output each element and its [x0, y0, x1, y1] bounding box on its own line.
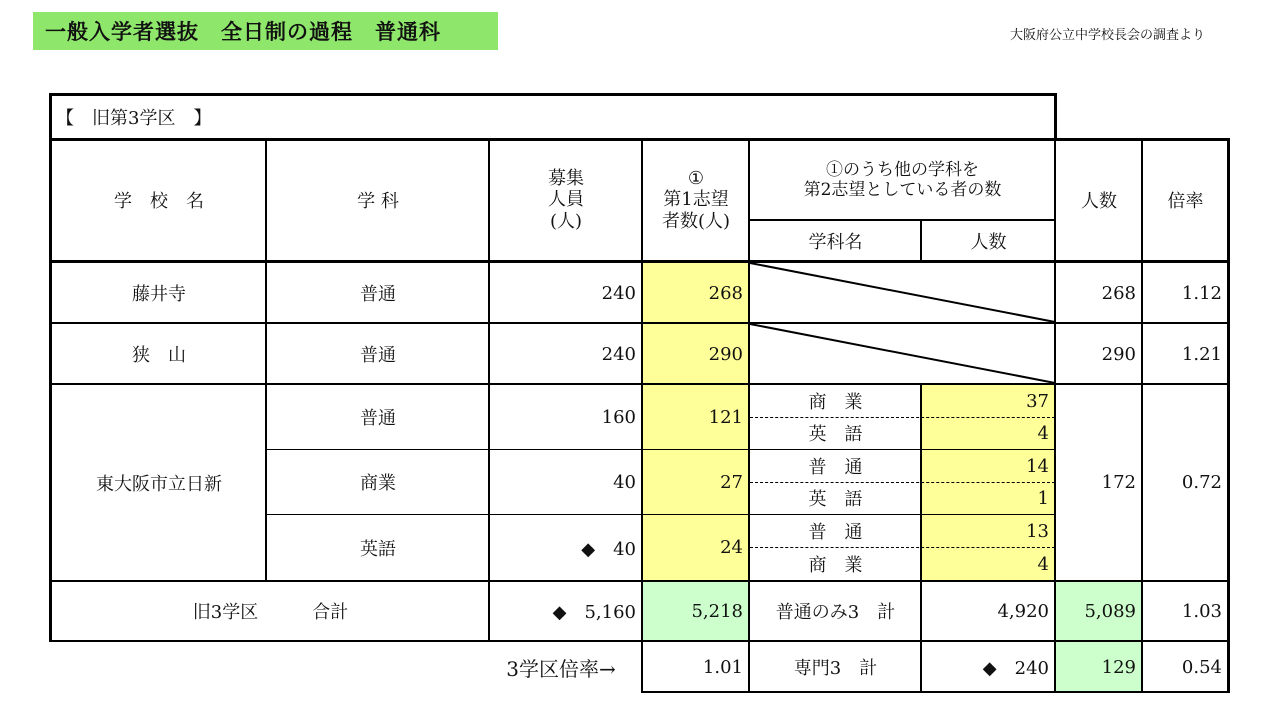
nisshin-futsu-capacity: 160: [601, 406, 636, 428]
nisshin-shogyo-sub1-count: 14: [1026, 455, 1049, 477]
header-first-choice-line1: ①: [687, 167, 705, 189]
nisshin-shogyo-sub2-count: 1: [1037, 487, 1049, 509]
nisshin-eigo-sub1-count: 13: [1026, 520, 1049, 542]
nisshin-futsu-sub1-count: 37: [1026, 390, 1049, 412]
nisshin-futsu-sub2-count: 4: [1037, 422, 1049, 444]
totals-ratio: 1.03: [1181, 600, 1222, 622]
row-sayama-course: 普通: [360, 345, 396, 366]
header-sub-course: 学科名: [808, 231, 863, 253]
row-sayama-ratio: 1.21: [1181, 343, 1222, 365]
row-fujiidera-school: 藤井寺: [132, 284, 186, 305]
nisshin-futsu-sub1-name: 商 業: [808, 392, 863, 413]
header-capacity: [490, 140, 642, 260]
row-nisshin-count: 172: [1101, 472, 1136, 493]
nisshin-futsu-sub2-name: 英 語: [808, 424, 863, 445]
header-first-choice-line3: 者数(人): [661, 210, 731, 232]
totals-first: 5,218: [691, 600, 743, 622]
nisshin-eigo-capacity: ◆ 40: [581, 538, 636, 560]
row-nisshin-school: 東大阪市立日新: [96, 473, 222, 495]
row-fujiidera-first: 268: [708, 282, 743, 304]
totals-futsu-label: 普通のみ3 計: [775, 602, 896, 623]
nisshin-course-shogyo: 商業: [360, 473, 396, 494]
header-capacity-line1: 募集: [548, 167, 584, 189]
senmon-value: ◆ 240: [982, 658, 1049, 679]
row-sayama-count: 290: [1101, 343, 1136, 365]
totals-label: 旧3学区 合計: [192, 602, 349, 623]
nisshin-eigo-sub1-name: 普 通: [808, 522, 863, 543]
header-count: 人数: [1081, 191, 1117, 212]
nisshin-course-eigo: 英語: [360, 538, 396, 560]
header-capacity-line3: (人): [549, 210, 583, 232]
page-title: 一般入学者選抜 全日制の過程 普通科: [33, 12, 498, 50]
header-ratio: 倍率: [1167, 191, 1204, 212]
header-second-choice: [750, 140, 1055, 220]
nisshin-shogyo-sub1-name: 普 通: [808, 457, 863, 478]
senmon-label: 専門3 計: [793, 658, 878, 679]
header-second-choice-line2: 第2志望としている者の数: [803, 180, 1002, 200]
row-sayama-school: 狭 山: [132, 345, 186, 366]
district-label: 【 旧第3学区 】: [56, 108, 212, 129]
nisshin-shogyo-sub2-name: 英 語: [808, 489, 863, 510]
totals-futsu-value: 4,920: [997, 600, 1049, 622]
totals-count: 5,089: [1084, 600, 1136, 622]
source-note: 大阪府公立中学校長会の調査より: [1010, 28, 1206, 43]
nisshin-futsu-first: 121: [708, 406, 743, 428]
row-sayama-first: 290: [708, 343, 743, 365]
row-sayama-capacity: 240: [601, 343, 636, 365]
row-fujiidera-count: 268: [1101, 282, 1136, 304]
nisshin-course-futsu: 普通: [360, 408, 396, 429]
senmon-ratio: 0.54: [1181, 656, 1222, 678]
nisshin-eigo-sub2-count: 4: [1037, 553, 1049, 575]
row-nisshin-ratio: 0.72: [1181, 472, 1222, 493]
nisshin-eigo-sub2-name: 商 業: [808, 555, 863, 576]
senmon-count: 129: [1101, 656, 1136, 678]
nisshin-shogyo-first: 27: [720, 471, 743, 493]
header-second-choice-line1: ①のうち他の学科を: [826, 159, 979, 180]
nisshin-shogyo-capacity: 40: [613, 471, 636, 493]
header-sub-count: 人数: [970, 231, 1007, 253]
row-fujiidera-capacity: 240: [601, 282, 636, 304]
header-first-choice-line2: 第1志望: [663, 189, 729, 211]
header-course: 学 科: [357, 191, 399, 212]
nisshin-eigo-first: 24: [720, 537, 743, 558]
row-fujiidera-ratio: 1.12: [1181, 282, 1222, 304]
district-ratio-label: 3学区倍率→: [506, 656, 616, 681]
totals-capacity: ◆ 5,160: [552, 602, 636, 623]
header-school-name: 学 校 名: [114, 191, 204, 212]
header-capacity-line2: 人員: [548, 189, 584, 211]
row-fujiidera-course: 普通: [360, 284, 396, 305]
district-ratio-value: 1.01: [702, 656, 743, 678]
header-first-choice: [643, 140, 749, 260]
